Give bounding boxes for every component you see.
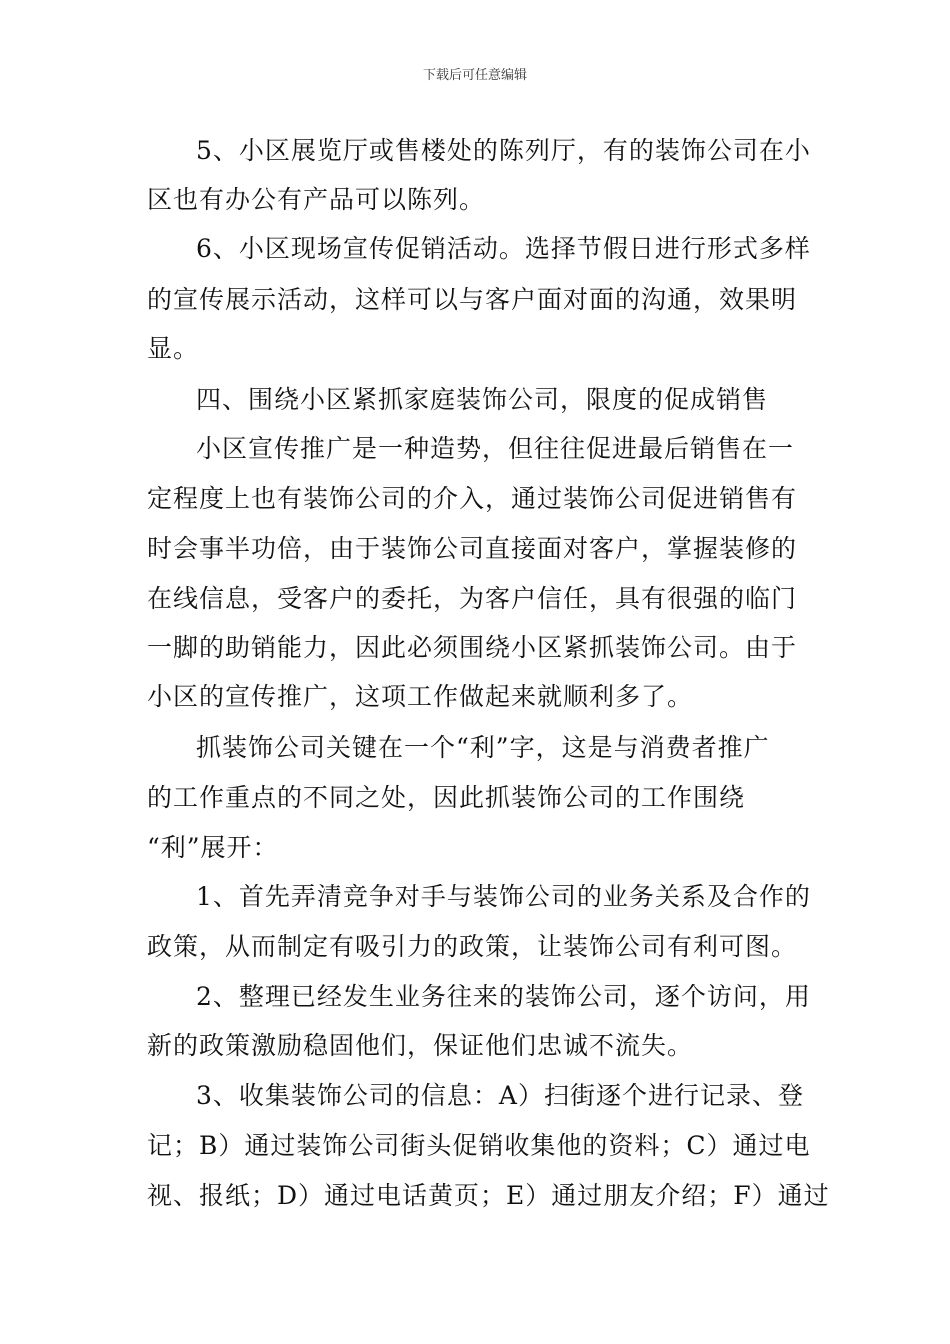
text-line: 2、整理已经发生业务往来的装饰公司，逐个访问，用 [196,982,811,1011]
text-line: 新的政策激励稳固他们，保证他们忠诚不流失。 [147,1031,694,1060]
text-line: 定程度上也有装饰公司的介入，通过装饰公司促进销售有 [147,484,798,513]
text-line: 5、小区展览厅或售楼处的陈列厅，有的装饰公司在小 [196,136,811,165]
text-line: 小区的宣传推广，这项工作做起来就顺利多了。 [147,682,694,711]
text-line: “利”展开： [147,833,279,862]
text-line: 区也有办公有产品可以陈列。 [147,185,486,214]
page-header: 下载后可任意编辑 [422,68,527,83]
text-line: 1、首先弄清竞争对手与装饰公司的业务关系及合作的 [196,882,811,911]
text-line: 显。 [147,334,200,363]
text-line: 3、收集装饰公司的信息：A）扫街逐个进行记录、登 [196,1081,804,1110]
text-line: 6、小区现场宣传促销活动。选择节假日进行形式多样 [196,234,811,263]
text-line: 的工作重点的不同之处，因此抓装饰公司的工作围绕 [147,783,746,812]
text-line: 一脚的助销能力，因此必须围绕小区紧抓装饰公司。由于 [147,633,798,662]
text-line: 记；B）通过装饰公司街头促销收集他的资料；C）通过电 [147,1131,811,1160]
text-line: 时会事半功倍，由于装饰公司直接面对客户，掌握装修的 [147,534,798,563]
text-line: 的宣传展示活动，这样可以与客户面对面的沟通，效果明 [147,285,798,314]
text-line: 在线信息，受客户的委托，为客户信任，具有很强的临门 [147,584,798,613]
text-line: 视、报纸；D）通过电话黄页；E）通过朋友介绍；F）通过 [147,1181,830,1210]
text-line: 小区宣传推广是一种造势，但往往促进最后销售在一 [196,434,795,463]
text-line: 政策，从而制定有吸引力的政策，让装饰公司有利可图。 [147,932,798,961]
section-heading: 四、围绕小区紧抓家庭装饰公司，限度的促成销售 [196,385,769,414]
text-line: 抓装饰公司关键在一个“利”字，这是与消费者推广 [196,733,770,762]
